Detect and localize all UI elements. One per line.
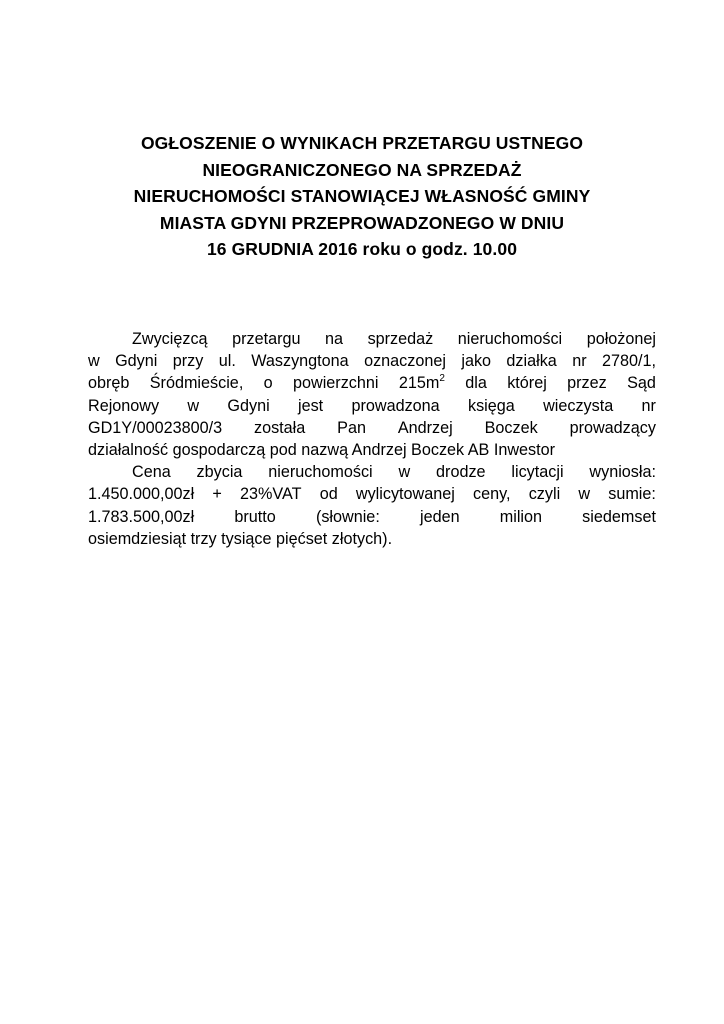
word: ceny, xyxy=(473,485,511,504)
word: wyniosła: xyxy=(589,463,656,482)
word: od xyxy=(319,485,338,504)
word: 1.783.500,00zł xyxy=(88,507,195,526)
word: 1.450.000,00zł xyxy=(88,485,195,504)
word: (słownie: xyxy=(315,507,380,526)
word: milion xyxy=(499,507,543,526)
word: Cena xyxy=(132,463,171,482)
word: siedemset xyxy=(582,507,656,526)
word: w xyxy=(187,396,200,415)
word: jeden xyxy=(419,507,460,526)
word: Śródmieście, xyxy=(149,374,244,393)
word: nieruchomości xyxy=(268,463,373,482)
paragraph1-line3 xyxy=(88,372,656,394)
area-value xyxy=(399,372,445,394)
word: Gdyni xyxy=(227,396,270,415)
word: 2780/1, xyxy=(601,352,656,371)
word: Pan xyxy=(337,418,366,437)
word: drodze xyxy=(436,463,486,482)
word: powierzchni xyxy=(293,374,379,393)
word: w xyxy=(398,463,411,482)
word: przy xyxy=(172,352,204,371)
paragraph2-line1 xyxy=(88,461,656,483)
word: 23%VAT xyxy=(240,485,302,504)
word: w xyxy=(578,485,591,504)
paragraph1-line4 xyxy=(88,395,656,417)
title-line: NIEOGRANICZONEGO NA SPRZEDAŻ xyxy=(202,159,522,180)
announcement-body xyxy=(88,328,656,550)
paragraph1-line2 xyxy=(88,350,656,372)
word: prowadzona xyxy=(351,396,440,415)
word: Gdyni xyxy=(115,352,158,371)
paragraph2-line2 xyxy=(88,483,656,505)
word: GD1Y/00023800/3 xyxy=(88,418,223,437)
word: nr xyxy=(572,352,587,371)
word: obręb xyxy=(88,374,130,393)
word: działka xyxy=(506,352,557,371)
word: dla xyxy=(465,374,487,393)
word: Rejonowy xyxy=(88,396,160,415)
word: Zwycięzcą xyxy=(132,330,208,348)
word: licytacji xyxy=(511,463,564,482)
word: o xyxy=(263,374,273,393)
word: jest xyxy=(297,396,324,415)
word: oznaczonej xyxy=(364,352,446,371)
word: + xyxy=(212,485,222,504)
word: jako xyxy=(461,352,492,371)
word: położonej xyxy=(586,330,656,348)
word: czyli xyxy=(528,485,561,504)
area-superscript: 2 xyxy=(439,373,445,385)
word: sumie: xyxy=(608,485,656,504)
word: wylicytowanej xyxy=(355,485,455,504)
area-number: 215m xyxy=(398,374,440,393)
word: nr xyxy=(641,396,656,415)
word: wieczysta xyxy=(543,396,614,415)
word: której xyxy=(507,374,547,393)
word: sprzedaż xyxy=(367,330,434,348)
word: przez xyxy=(567,374,607,393)
word: prowadzący xyxy=(569,418,656,437)
word: ul. xyxy=(218,352,236,371)
title-line: OGŁOSZENIE O WYNIKACH PRZETARGU USTNEGO xyxy=(140,133,584,153)
word: Andrzej xyxy=(397,418,453,437)
paragraph2-line3 xyxy=(88,506,656,528)
title-line: NIERUCHOMOŚCI STANOWIĄCEJ WŁASNOŚĆ GMINY xyxy=(133,186,591,206)
word: Boczek xyxy=(484,418,538,437)
word: zbycia xyxy=(196,463,243,482)
word: przetargu xyxy=(232,330,301,348)
word: na xyxy=(325,330,344,348)
word: w xyxy=(88,352,100,371)
word: księga xyxy=(467,396,515,415)
word: została xyxy=(253,418,306,437)
word: Sąd xyxy=(627,374,656,393)
paragraph2-line4: osiemdziesiąt trzy tysiące pięćset złotych). xyxy=(88,529,393,548)
paragraph1-line1 xyxy=(88,328,656,350)
word: nieruchomości xyxy=(457,330,563,348)
paragraph1-line5 xyxy=(88,417,656,439)
word: Waszyngtona xyxy=(251,352,349,371)
title-line: MIASTA GDYNI PRZEPROWADZONEGO W DNIU xyxy=(159,212,565,233)
title-line: 16 GRUDNIA 2016 roku o godz. 10.00 xyxy=(206,239,518,259)
paragraph1-line6: działalność gospodarczą pod nazwą Andrzej Boczek AB Inwestor xyxy=(88,441,556,460)
word: brutto xyxy=(234,507,276,526)
announcement-title xyxy=(80,130,644,263)
